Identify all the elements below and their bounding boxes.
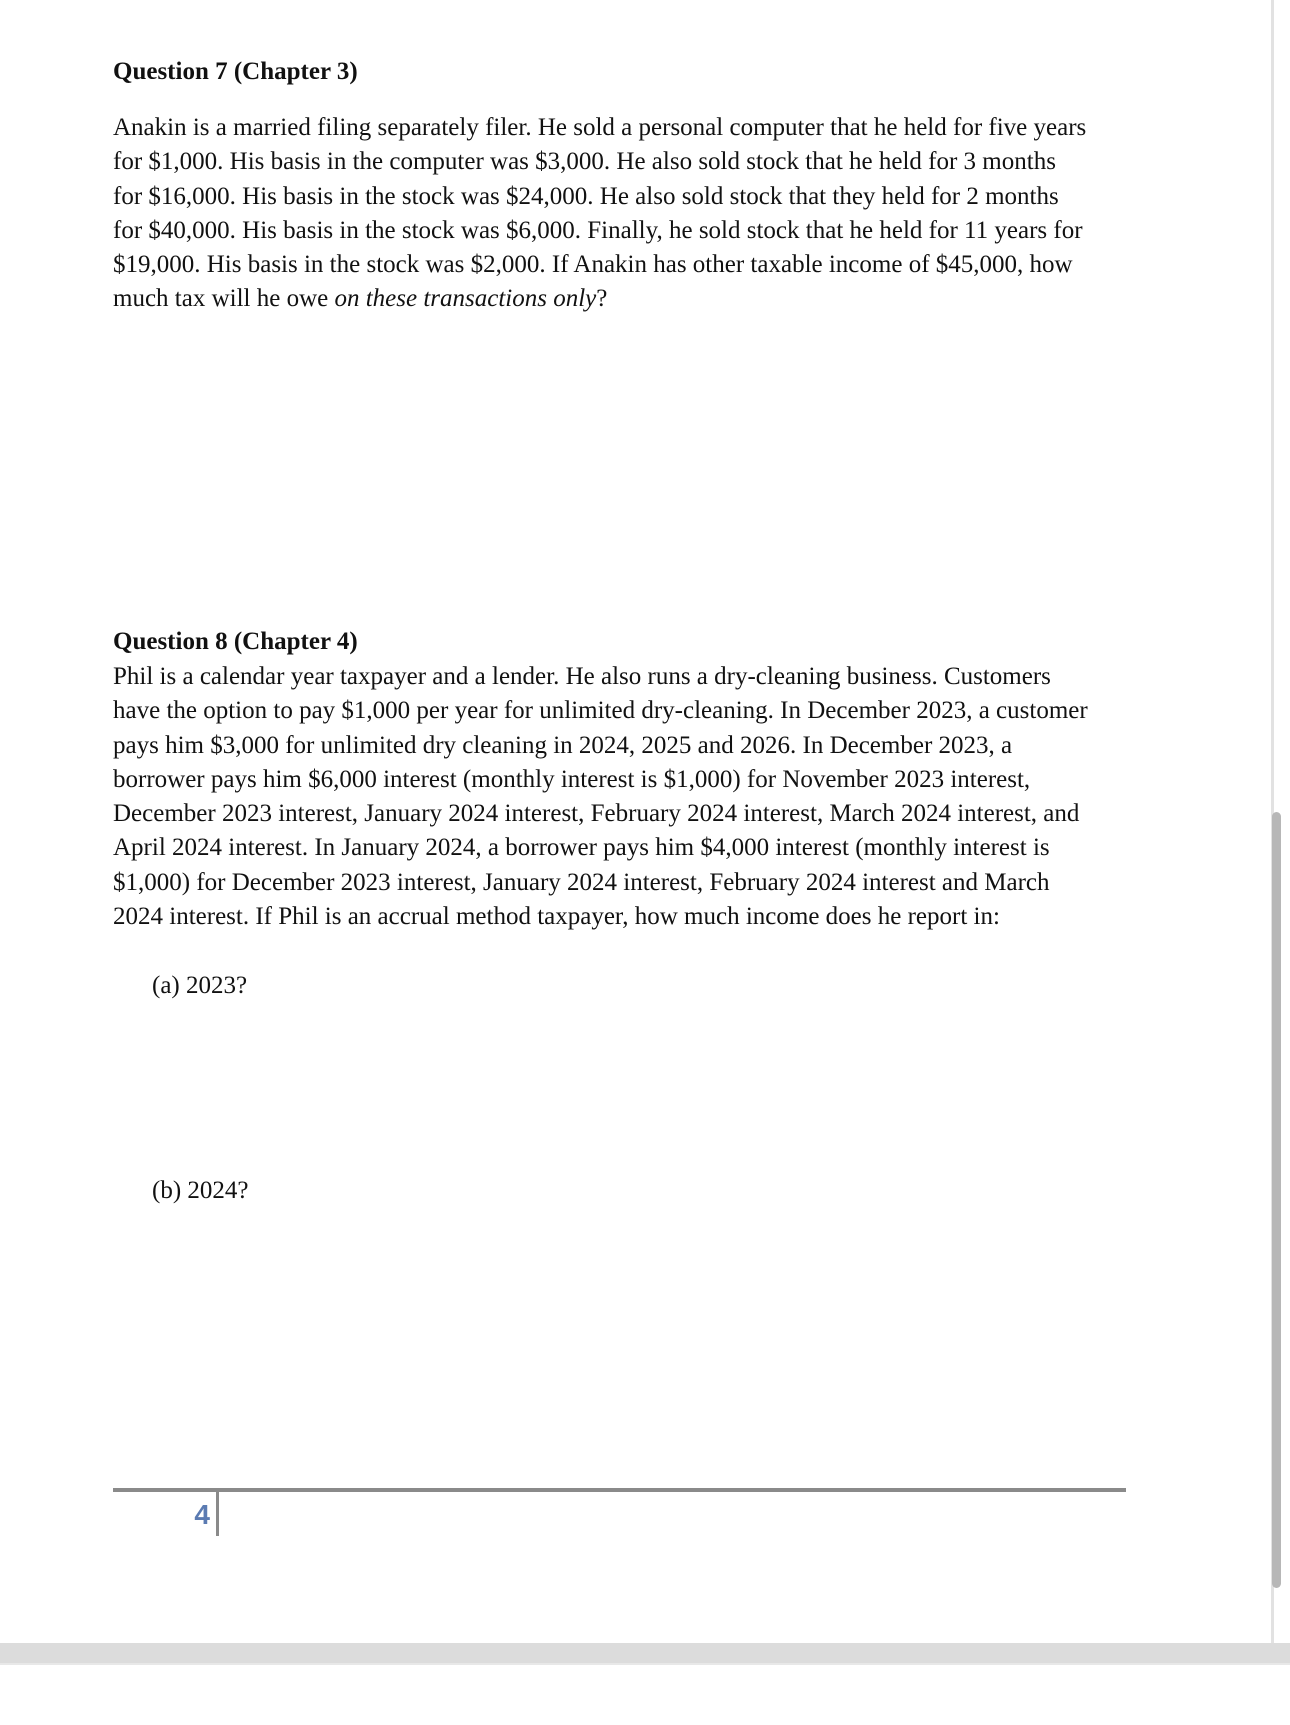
question-8-body	[113, 660, 1133, 934]
question-7-last-line-suffix: ?	[596, 285, 608, 313]
question-8-line: 2024 interest. If Phil is an accrual method taxpayer, how much income does he report in:	[113, 903, 1000, 931]
question-8-part-b: (b) 2024?	[152, 1177, 249, 1204]
question-7-line: Anakin is a married filing separately filer. He sold a personal computer that he held for five years	[113, 114, 1087, 141]
question-7-line: $19,000. His basis in the stock was $2,000. If Anakin has other taxable income of $45,000, how	[113, 251, 1073, 279]
footer-rule	[113, 1488, 1126, 1492]
question-7-line: for $40,000. His basis in the stock was $6,000. Finally, he sold stock that he held for 11 years for	[113, 216, 1083, 244]
question-8-part-a: (a) 2023?	[152, 972, 248, 999]
question-7-last-line-prefix: much tax will he owe	[113, 285, 335, 313]
question-7-last-line	[113, 282, 1133, 316]
page-number-divider	[216, 1492, 219, 1536]
question-7-heading: Question 7 (Chapter 3)	[113, 58, 358, 85]
question-8-line: $1,000) for December 2023 interest, January 2024 interest, February 2024 interest and March	[113, 868, 1050, 896]
question-8-line: April 2024 interest. In January 2024, a borrower pays him $4,000 interest (monthly interest is	[113, 834, 1050, 862]
question-8-line: Phil is a calendar year taxpayer and a lender. He also runs a dry-cleaning business. Customers	[113, 663, 1051, 690]
question-8-line: December 2023 interest, January 2024 interest, February 2024 interest, March 2024 interest, and	[113, 800, 1080, 828]
page-gap	[0, 1643, 1290, 1663]
question-8-line: pays him $3,000 for unlimited dry cleaning in 2024, 2025 and 2026. In December 2023, a	[113, 731, 1013, 759]
question-7-line: for $16,000. His basis in the stock was $24,000. He also sold stock that they held for 2 months	[113, 182, 1059, 210]
question-7-line: for $1,000. His basis in the computer was $3,000. He also sold stock that he held for 3 months	[113, 148, 1056, 176]
page-number: 4	[194, 1499, 210, 1530]
scrollbar-thumb[interactable]	[1272, 812, 1281, 1588]
question-7-emphasis: on these transactions only	[334, 285, 597, 313]
next-page-area	[0, 1663, 1290, 1725]
question-8-line: have the option to pay $1,000 per year for unlimited dry-cleaning. In December 2023, a customer	[113, 697, 1088, 725]
question-7-body	[113, 111, 1133, 317]
question-8-heading: Question 8 (Chapter 4)	[113, 628, 358, 655]
question-8-line: borrower pays him $6,000 interest (monthly interest is $1,000) for November 2023 interest,	[113, 765, 1031, 793]
